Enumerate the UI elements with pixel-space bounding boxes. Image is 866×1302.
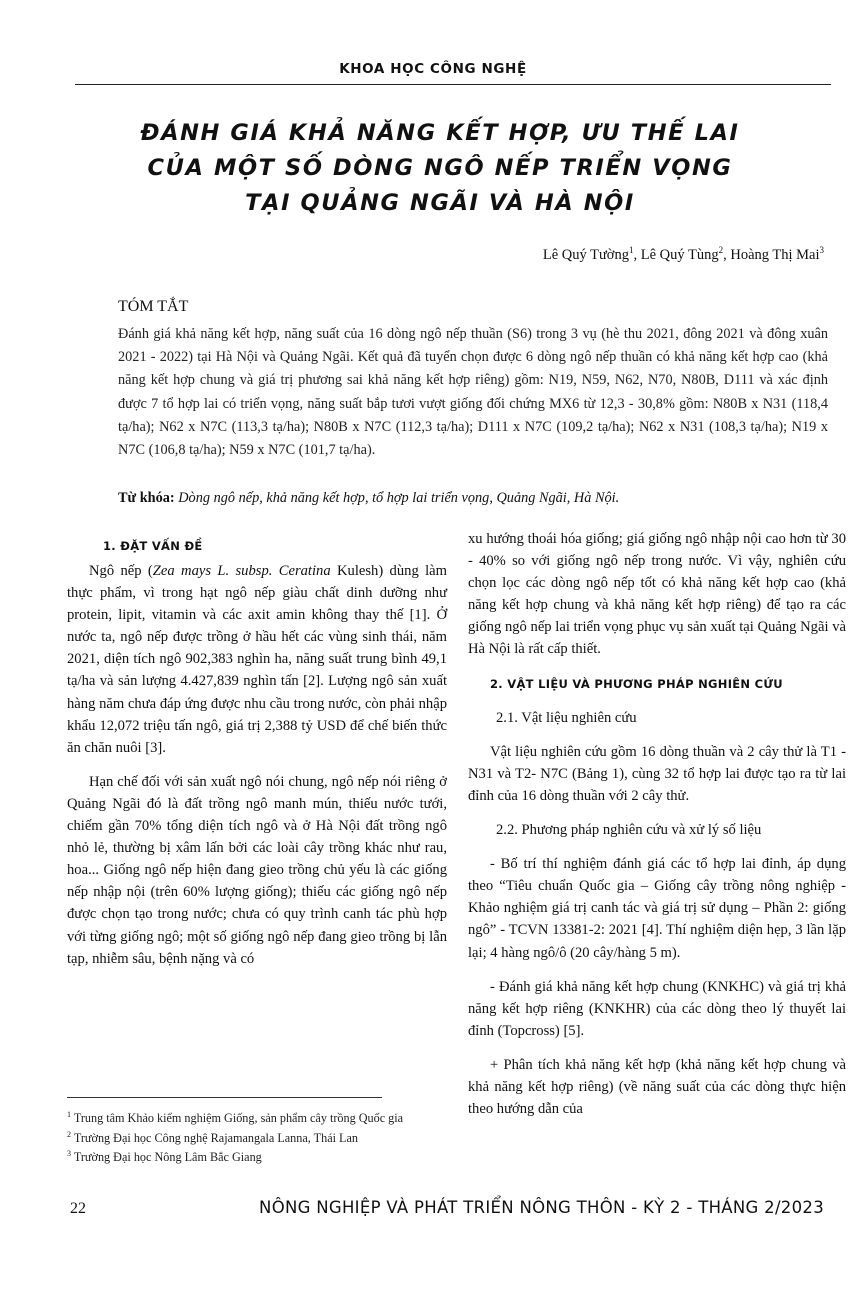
paragraph: xu hướng thoái hóa giống; giá giống ngô nhập nội cao hơn từ 30 - 40% so với giống ngô nếp trong nước. Vì vậy, nghiên cứu chọn lọc các dòng ngô nếp tốt có khả năng kết hợp cao (khả năng kết hợp chung và khả năng kết hợp riêng) để tạo ra các giống ngô nếp lai triển vọng phục vụ sản xuất tại Quảng Ngãi và Hà Nội là rất cấp thiết. bbox=[468, 531, 846, 658]
journal-name: NÔNG NGHIỆP VÀ PHÁT TRIỂN NÔNG THÔN - KỲ 2 - THÁNG 2/2023 bbox=[259, 1198, 824, 1217]
column-left bbox=[67, 539, 447, 970]
footnote: $^2$ Trường Đại học Công nghệ Rajamangala Lanna, Thái Lan bbox=[67, 1129, 358, 1145]
section-heading-2: 2. VẬT LIỆU VÀ PHƯƠNG PHÁP NGHIÊN CỨU bbox=[490, 676, 783, 691]
header-rule bbox=[75, 84, 831, 85]
paragraph: + Phân tích khả năng kết hợp (khả năng kết hợp chung và khả năng kết hợp riêng) (về năng suất của các dòng thực hiện theo hướng dẫn của bbox=[468, 1056, 846, 1118]
scientific-name: Zea mays L. subsp. Ceratina bbox=[152, 563, 331, 579]
abstract-heading: TÓM TẮT bbox=[118, 298, 189, 315]
keywords-text: Dòng ngô nếp, khả năng kết hợp, tổ hợp lai triển vọng, Quảng Ngãi, Hà Nội. bbox=[178, 490, 620, 506]
author-name: Lê Quý Tường bbox=[542, 246, 629, 263]
author-name: Hoàng Thị Mai bbox=[730, 246, 820, 263]
paragraph: Ngô nếp (Zea mays L. subsp. Ceratina Kulesh) dùng làm thực phẩm, vì trong hạt ngô nếp giàu chất dinh dưỡng như protein, lipit, vitamin và các axit amin không thay thế [1]. Ở nước ta, ngô nếp được trồng ở hầu hết các vùng sinh thái, năm 2021, diện tích ngô 902,383 nghìn ha, năng suất trung bình 49,1 tạ/ha và sản lượng 4.427,839 nghìn tấn [2]. Lượng ngô sản xuất hàng năm chưa đáp ứng được nhu cầu trong nước, còn phải nhập khẩu 12,072 triệu tấn ngô, giá trị 2,388 tỷ USD để chế biến thức ăn chăn nuôi [3]. bbox=[67, 563, 447, 756]
article-title bbox=[60, 116, 820, 221]
author-affiliation-mark: 3 bbox=[819, 245, 824, 255]
author-affiliation-mark: 2 bbox=[718, 245, 724, 255]
footnote: $^1$ Trung tâm Khảo kiểm nghiệm Giống, sản phẩm cây trồng Quốc gia bbox=[67, 1110, 404, 1126]
author-affiliation-mark: 1 bbox=[628, 245, 634, 255]
title-line-2: CỦA MỘT SỐ DÒNG NGÔ NẾP TRIỂN VỌNG bbox=[147, 155, 733, 181]
subsection-heading-2-2: 2.2. Phương pháp nghiên cứu và xử lý số liệu bbox=[496, 822, 762, 839]
abstract-body bbox=[118, 323, 828, 462]
paragraph: - Bố trí thí nghiệm đánh giá các tổ hợp lai đỉnh, áp dụng theo “Tiêu chuẩn Quốc gia – Giống cây trồng nông nghiệp - Khảo nghiệm giá trị canh tác và giá trị sử dụng – Phần 2: giống ngô” - TCVN 13381-2: 2021 [4]. Thí nghiệm diện hẹp, 3 lần lặp lại; 4 hàng ngô/ô (20 cây/hàng 5 m). bbox=[468, 856, 846, 961]
column-right bbox=[468, 528, 846, 1120]
page-number: 22 bbox=[70, 1200, 86, 1217]
footnote-rule bbox=[67, 1097, 382, 1098]
keywords-label: Từ khóa: bbox=[118, 490, 175, 506]
paragraph: - Đánh giá khả năng kết hợp chung (KNKHC) và giá trị khả năng kết hợp riêng (KNKHR) của các dòng theo lý thuyết lai đỉnh (Topcross) [5]. bbox=[468, 978, 846, 1039]
footnotes bbox=[67, 1107, 457, 1166]
paragraph: Vật liệu nghiên cứu gồm 16 dòng thuần và 2 cây thử là T1 - N31 và T2- N7C (Bảng 1), cùng 32 tổ hợp lai được tạo ra từ lai đỉnh của 16 dòng thuần với 2 cây thử. bbox=[468, 743, 846, 804]
footnote: $^3$ Trường Đại học Nông Lâm Bắc Giang bbox=[67, 1149, 262, 1165]
keywords bbox=[118, 487, 828, 509]
section-label: KHOA HỌC CÔNG NGHỆ bbox=[339, 61, 527, 77]
section-heading-1: 1. ĐẶT VẤN ĐỀ bbox=[103, 539, 203, 553]
title-line-1: ĐÁNH GIÁ KHẢ NĂNG KẾT HỢP, ƯU THẾ LAI bbox=[140, 120, 740, 146]
abstract-text: Đánh giá khả năng kết hợp, năng suất của 16 dòng ngô nếp thuần (S6) trong 3 vụ (hè thu 2021, đông 2021 và đông xuân 2021 - 2022) tại Hà Nội và Quảng Ngãi. Kết quả đã tuyển chọn được 6 dòng ngô nếp thuần có khả năng kết hợp cao (khả năng kết hợp chung và giá trị phương sai khả năng kết hợp riêng) gồm: N19, N59, N62, N70, N80B, D111 và xác định được 7 tổ hợp lai có triển vọng, năng suất bắp tươi vượt giống đối chứng MX6 từ 12,3 - 30,8% gồm: N80B x N31 (118,4 tạ/ha); N62 x N7C (113,3 tạ/ha); N80B x N7C (112,3 tạ/ha); D111 x N7C (109,2 tạ/ha); N62 x N31 (108,3 tạ/ha); N19 x N7C (106,8 tạ/ha); N59 x N7C (101,7 tạ/ha). bbox=[118, 326, 828, 459]
title-line-3: TẠI QUẢNG NGÃI VÀ HÀ NỘI bbox=[245, 190, 635, 216]
subsection-heading-2-1: 2.1. Vật liệu nghiên cứu bbox=[496, 709, 637, 726]
author-list: Lê Quý Tường$^1$, Lê Quý Tùng$^2$, Hoàng Thị Mai$^3$ bbox=[542, 245, 824, 263]
paragraph: Hạn chế đối với sản xuất ngô nói chung, ngô nếp nói riêng ở Quảng Ngãi đó là đất trồng ngô manh mún, thiếu nước tưới, chiếm gần 70% tổng diện tích ngô và ở Hà Nội đất trồng ngô nhỏ lẻ, thường bị xâm lấn bởi các loài cây trồng khác như rau, hoa... Giống ngô nếp hiện đang gieo trồng chủ yếu là các giống nếp nhập nội (trên 60% lượng giống); thiếu các giống ngô nếp được chọn tạo trong nước; chưa có quy trình canh tác phù hợp với từng giống ngô; một số giống ngô nếp đang gieo trồng bị lẫn tạp, nhiễm sâu, bệnh nặng và có bbox=[67, 773, 447, 967]
author-name: Lê Quý Tùng bbox=[640, 246, 719, 263]
